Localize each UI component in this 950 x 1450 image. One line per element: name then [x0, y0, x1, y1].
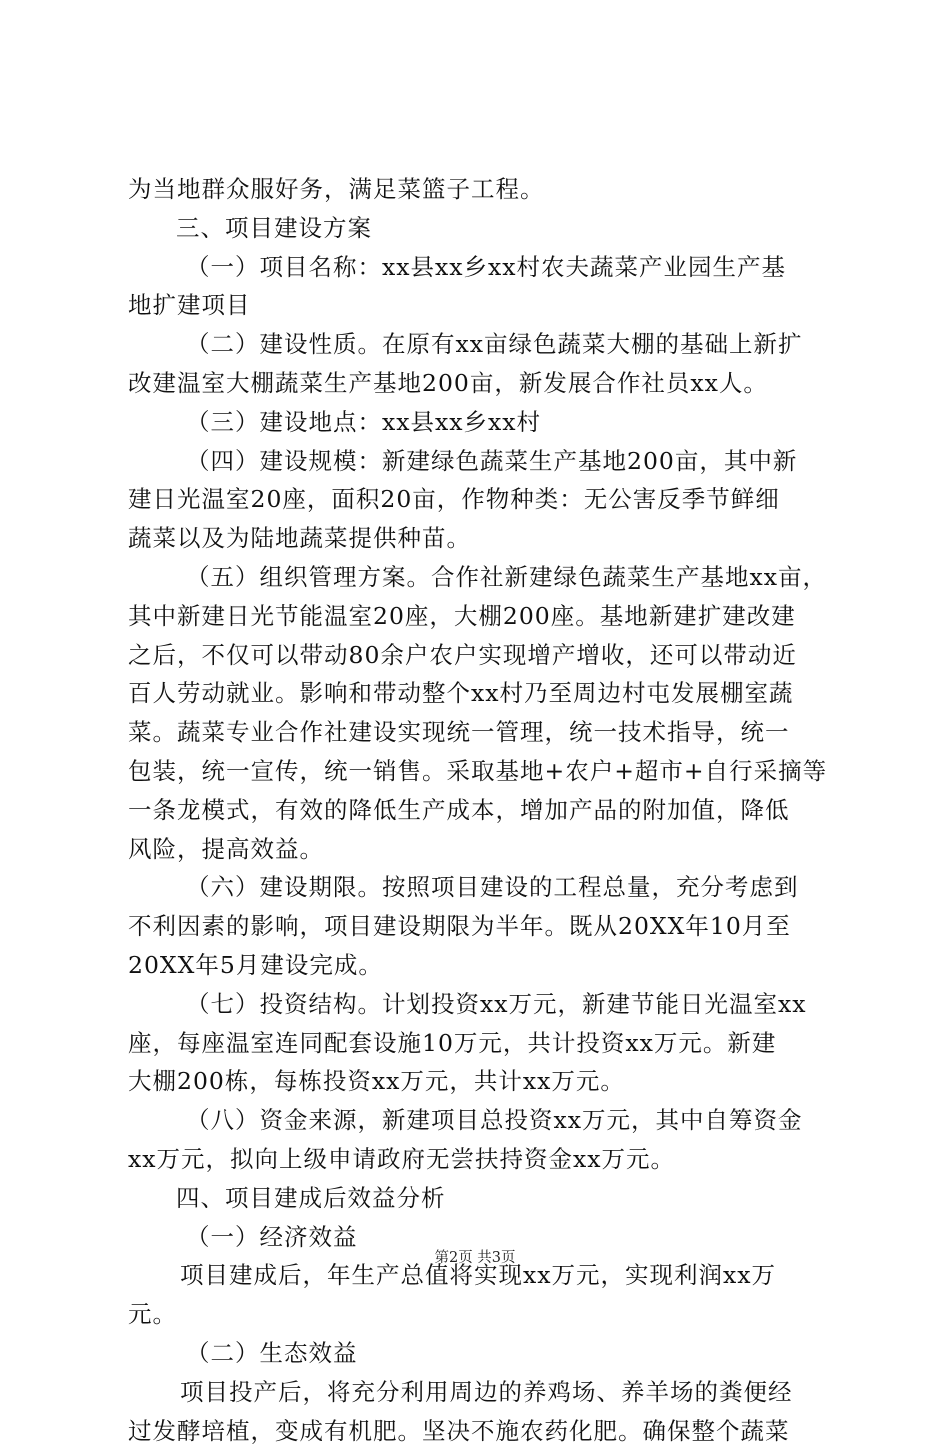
document-line: 改建温室大棚蔬菜生产基地200亩，新发展合作社员xx人。 [128, 364, 833, 403]
document-line: 20XX年5月建设完成。 [128, 946, 833, 985]
document-line: 元。 [128, 1295, 833, 1334]
document-line: 为当地群众服好务，满足菜篮子工程。 [128, 170, 833, 209]
document-line: 不利因素的影响，项目建设期限为半年。既从20XX年10月至 [128, 907, 833, 946]
document-line: 包装，统一宣传，统一销售。采取基地+农户+超市+自行采摘等 [128, 752, 833, 791]
document-line: 建日光温室20座，面积20亩，作物种类：无公害反季节鲜细 [128, 480, 833, 519]
document-line: 地扩建项目 [128, 286, 833, 325]
document-line: 座，每座温室连同配套设施10万元，共计投资xx万元。新建 [128, 1024, 833, 1063]
document-line: （二）生态效益 [128, 1334, 833, 1373]
document-line: （六）建设期限。按照项目建设的工程总量，充分考虑到 [128, 868, 833, 907]
document-line: 百人劳动就业。影响和带动整个xx村乃至周边村屯发展棚室蔬 [128, 674, 833, 713]
document-line: 大棚200栋，每栋投资xx万元，共计xx万元。 [128, 1062, 833, 1101]
document-line: 一条龙模式，有效的降低生产成本，增加产品的附加值，降低 [128, 791, 833, 830]
document-line: 蔬菜以及为陆地蔬菜提供种苗。 [128, 519, 833, 558]
document-line: 风险，提高效益。 [128, 830, 833, 869]
document-line: （四）建设规模：新建绿色蔬菜生产基地200亩，其中新 [128, 442, 833, 481]
document-line: 过发酵培植，变成有机肥。坚决不施农药化肥。确保整个蔬菜 [128, 1412, 833, 1450]
document-line: xx万元，拟向上级申请政府无尝扶持资金xx万元。 [128, 1140, 833, 1179]
document-line: （一）经济效益 [128, 1218, 833, 1257]
document-line: （一）项目名称：xx县xx乡xx村农夫蔬菜产业园生产基 [128, 248, 833, 287]
document-line: 项目建成后，年生产总值将实现xx万元，实现利润xx万 [128, 1256, 833, 1295]
document-line: （七）投资结构。计划投资xx万元，新建节能日光温室xx [128, 985, 833, 1024]
document-line: 之后，不仅可以带动80余户农户实现增产增收，还可以带动近 [128, 636, 833, 675]
document-line: （八）资金来源，新建项目总投资xx万元，其中自筹资金 [128, 1101, 833, 1140]
document-line: 项目投产后，将充分利用周边的养鸡场、养羊场的粪便经 [128, 1373, 833, 1412]
document-line: （二）建设性质。在原有xx亩绿色蔬菜大棚的基础上新扩 [128, 325, 833, 364]
document-line: （三）建设地点：xx县xx乡xx村 [128, 403, 833, 442]
document-line: 三、项目建设方案 [128, 209, 833, 248]
document-line: 其中新建日光节能温室20座，大棚200座。基地新建扩建改建 [128, 597, 833, 636]
document-line: 菜。蔬菜专业合作社建设实现统一管理，统一技术指导，统一 [128, 713, 833, 752]
document-line: （五）组织管理方案。合作社新建绿色蔬菜生产基地xx亩， [128, 558, 833, 597]
document-line: 四、项目建成后效益分析 [128, 1179, 833, 1218]
page-footer: 第2页 共3页 [0, 1246, 950, 1267]
